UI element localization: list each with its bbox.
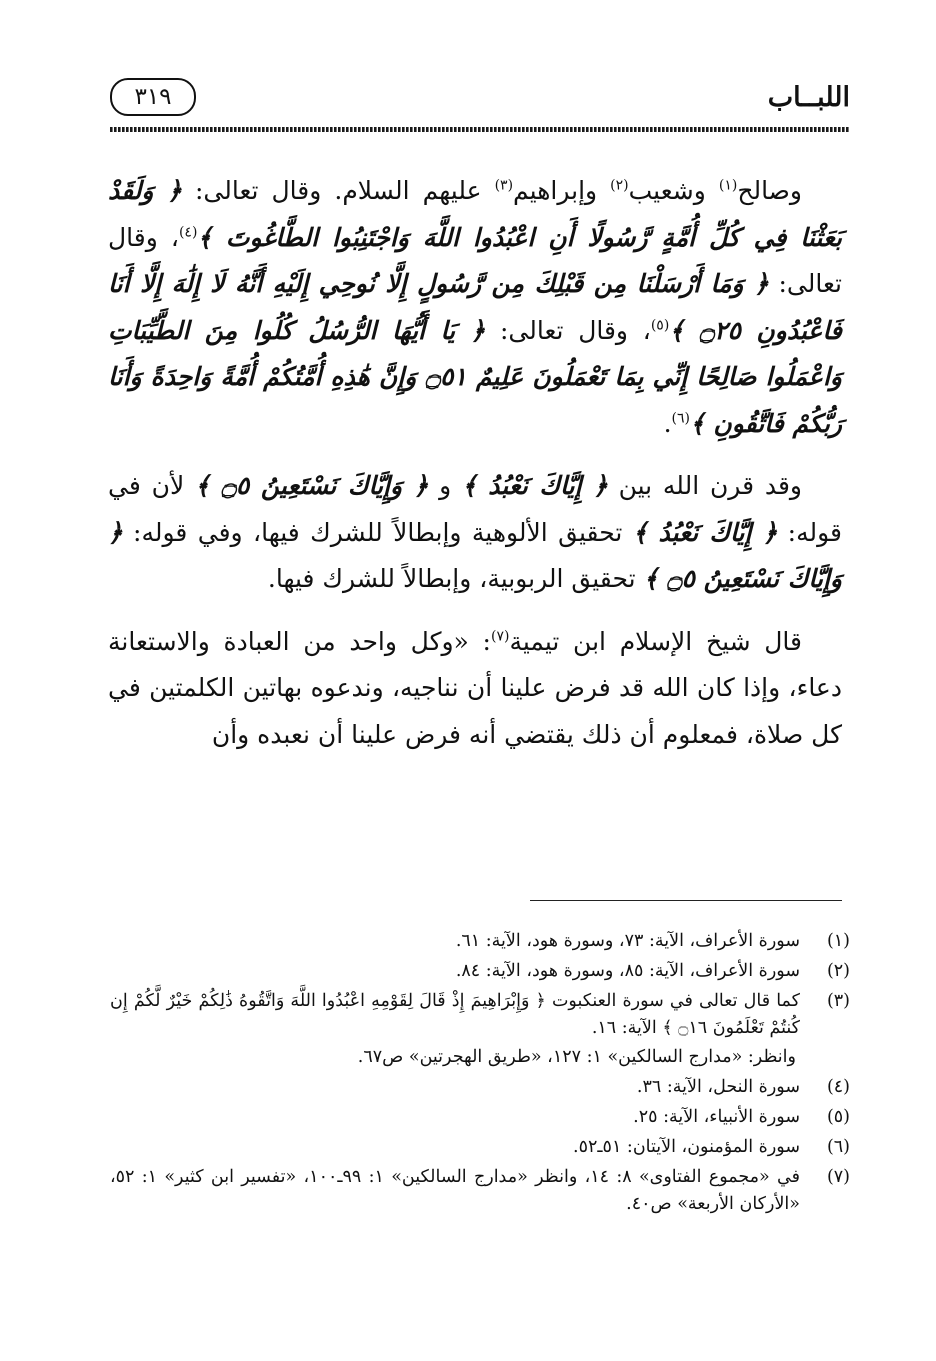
header-divider	[110, 127, 850, 132]
footnote-text: سورة الأنبياء، الآية: ٢٥.	[633, 1107, 800, 1127]
quran-verse: ﴿ وَلَقَدْ بَعَثْنَا فِي كُلِّ أُمَّةٍ رَّسُولًا أَنِ اعْبُدُوا اللَّهَ وَاجْتَنِبُوا الطَّاغُوتَ ﴾	[108, 176, 842, 252]
text-run: تحقيق الربوبية، وإبطالاً للشرك فيها.	[267, 564, 644, 593]
quran-verse: ﴿ وَإِيَّاكَ نَسْتَعِينُ ۝٥ ﴾	[195, 471, 429, 500]
page-number: ٣١٩	[110, 78, 196, 116]
footnote-3	[110, 988, 850, 1071]
footnote-number: (٦)	[826, 1137, 850, 1157]
footnote-divider	[530, 900, 842, 901]
text-run: وشعيب	[628, 176, 719, 205]
footnote-reference: (٧)	[490, 628, 510, 645]
footnote-subtext: وانظر: «مدارج السالكين» ١: ١٢٧، «طريق الهجرتين» ص٦٧.	[357, 1047, 796, 1067]
footnote-number: (٢)	[826, 961, 850, 981]
footnote-reference: (٦)	[671, 410, 691, 427]
footnote-text: كما قال تعالى في سورة العنكبوت ﴿ وَإِبْرَاهِيمَ إِذْ قَالَ لِقَوْمِهِ اعْبُدُوا اللَّهَ وَاتَّقُوهُ ذَٰلِكُمْ خَيْرٌ لَّكُمْ إِن كُنتُمْ تَعْلَمُونَ ۝١٦ ﴾ الآية: ١٦.	[110, 991, 800, 1038]
footnote-reference: (١)	[718, 177, 738, 194]
text-run: وصالح	[737, 176, 802, 205]
footnote-reference: (٣)	[494, 177, 514, 194]
paragraph-3	[108, 619, 842, 759]
text-run: وقد قرن الله بين	[607, 471, 802, 500]
footnote-reference: (٤)	[178, 224, 198, 241]
footnote-text: سورة المؤمنون، الآيتان: ٥١ـ٥٢.	[573, 1137, 800, 1157]
main-text	[108, 168, 842, 758]
paragraph-2	[108, 463, 842, 603]
text-run: و	[428, 471, 462, 500]
paragraph-1	[108, 168, 842, 447]
quran-verse: ﴿ وَمَا أَرْسَلْنَا مِن قَبْلِكَ مِن رَّسُولٍ إِلَّا نُوحِي إِلَيْهِ أَنَّهُ لَا إِلَٰهَ إِلَّا أَنَا فَاعْبُدُونِ ۝٢٥ ﴾	[108, 269, 843, 345]
footnote-number: (١)	[826, 931, 850, 951]
text-run: عليهم السلام. وقال تعالى:	[181, 176, 495, 205]
running-title: اللبــاب	[767, 82, 850, 113]
footnote-text: سورة الأعراف، الآية: ٧٣، وسورة هود، الآية: ٦١.	[455, 931, 800, 951]
footnote-reference: (٥)	[650, 317, 670, 334]
text-run: ، وقال تعالى:	[108, 222, 843, 298]
quran-verse: ﴿ يَا أَيُّهَا الرُّسُلُ كُلُوا مِنَ الطَّيِّبَاتِ وَاعْمَلُوا صَالِحًا إِنِّي بِمَا تَعْمَلُونَ عَلِيمٌ ۝٥١ وَإِنَّ هَٰذِهِ أُمَّتُكُمْ أُمَّةً وَاحِدَةً وَأَنَا رَبُّكُمْ فَاتَّقُونِ ﴾	[108, 315, 842, 438]
text-run: : «وكل واحد من العبادة والاستعانة دعاء، وإذا كان الله قد فرض علينا أن نناجيه، وندعوه بهاتين الكلمتين في كل صلاة، فمعلوم أن ذلك يقتضي أنه فرض علينا أن نعبده وأن	[108, 626, 842, 749]
footnotes	[110, 928, 850, 1221]
footnote-number: (٤)	[826, 1077, 850, 1097]
footnote-number: (٥)	[826, 1107, 850, 1127]
footnote-7	[110, 1164, 850, 1218]
quran-verse: ﴿ إِيَّاكَ نَعْبُدُ ﴾	[461, 471, 608, 500]
quran-verse: ﴿ وَإِيَّاكَ نَسْتَعِينُ ۝٥ ﴾	[108, 517, 842, 593]
quran-verse: ﴿ إِيَّاكَ نَعْبُدُ ﴾	[632, 517, 778, 547]
text-run: تحقيق الألوهية وإبطالاً للشرك فيها، وفي قوله:	[122, 517, 633, 547]
footnote-text: سورة الأعراف، الآية: ٨٥، وسورة هود، الآية: ٨٤.	[455, 961, 800, 981]
footnote-4	[110, 1074, 850, 1101]
text-run: وإبراهيم	[513, 176, 611, 205]
footnote-5	[110, 1104, 850, 1131]
footnote-2	[110, 958, 850, 985]
footnote-text: في «مجموع الفتاوى» ٨: ١٤، وانظر «مدارج السالكين» ١: ٩٩ـ١٠٠، «تفسير ابن كثير» ١: ٥٢، «الأركان الأربعة» ص٤٠.	[110, 1167, 800, 1214]
footnote-text: سورة النحل، الآية: ٣٦.	[636, 1077, 800, 1097]
footnote-number: (٧)	[826, 1167, 850, 1187]
footnote-number: (٣)	[826, 991, 850, 1011]
text-run: .	[663, 408, 672, 438]
text-run: لأن في قوله:	[108, 471, 842, 547]
text-run: ، وقال تعالى:	[485, 315, 651, 345]
footnote-reference: (٢)	[610, 177, 629, 194]
footnote-6	[110, 1134, 850, 1161]
page-header	[110, 68, 850, 118]
text-run: قال شيخ الإسلام ابن تيمية	[509, 626, 803, 656]
footnote-1	[110, 928, 850, 955]
